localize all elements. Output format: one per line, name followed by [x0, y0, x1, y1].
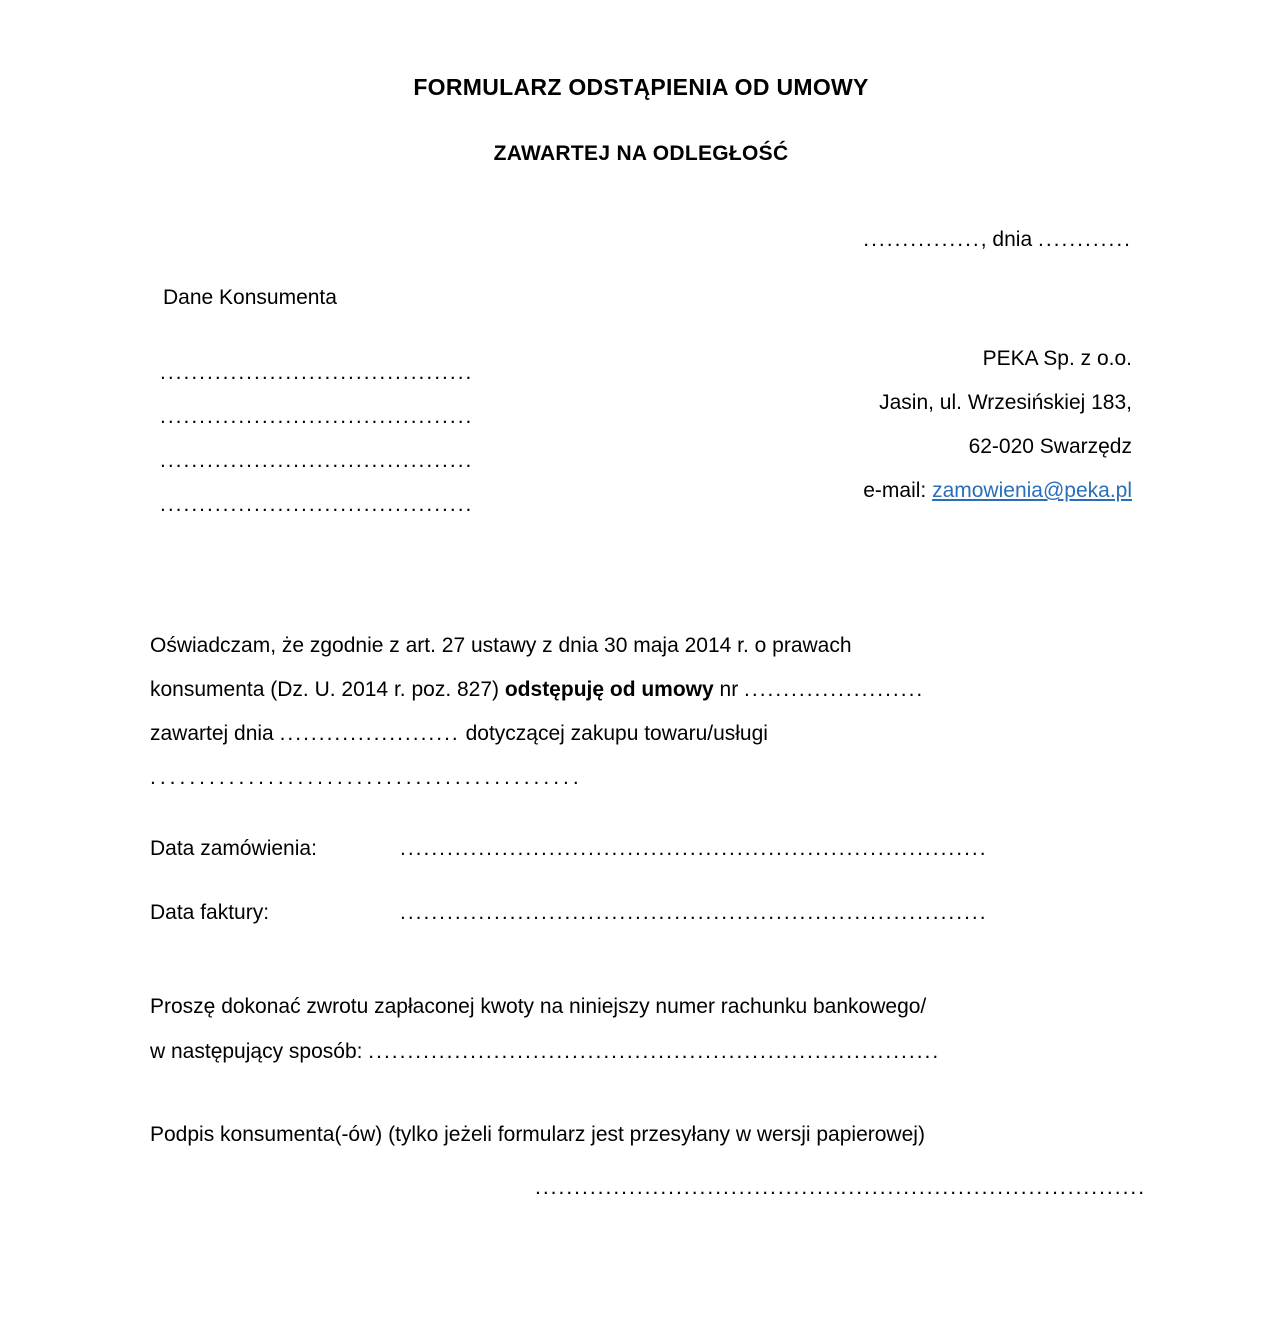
- company-city: 62-020 Swarzędz: [968, 435, 1132, 458]
- consumer-data-heading: Dane Konsumenta: [163, 286, 337, 309]
- withdrawal-form-page: [0, 74, 1280, 1331]
- place-blank: ...............: [863, 228, 981, 251]
- product-description-blank: ............................................: [150, 766, 583, 789]
- order-date-row: [150, 837, 1132, 861]
- consumer-blank-line: ........................................: [160, 449, 474, 472]
- statement-line2-pre: konsumenta (Dz. U. 2014 r. poz. 827): [150, 678, 505, 701]
- consumer-blank-line: ........................................: [160, 361, 474, 384]
- signature-instruction: Podpis konsumenta(-ów) (tylko jeżeli formularz jest przesyłany w wersji papierowej): [150, 1123, 925, 1146]
- refund-method-label: w następujący sposób:: [150, 1040, 369, 1063]
- email-label: e-mail:: [863, 479, 933, 502]
- invoice-date-label: Data faktury:: [150, 901, 270, 924]
- company-street: Jasin, ul. Wrzesińskiej 183,: [879, 391, 1132, 414]
- order-date-label: Data zamówienia:: [150, 837, 317, 860]
- company-address-block: [863, 337, 1132, 513]
- invoice-date-blank: ...........................................................................: [400, 901, 988, 924]
- consumer-blank-lines: [160, 337, 473, 527]
- form-title-line2: ZAWARTEJ NA ODLEGŁOŚĆ: [493, 142, 789, 165]
- date-blank: ............: [1037, 228, 1132, 251]
- statement-line-1: Oświadczam, że zgodnie z art. 27 ustawy z dnia 30 maja 2014 r. o prawach: [150, 634, 852, 657]
- statement-line3-pre: zawartej dnia: [150, 722, 280, 745]
- statement-line-2: [150, 668, 1132, 712]
- form-title-line1: FORMULARZ ODSTĄPIENIA OD UMOWY: [413, 74, 869, 100]
- statement-line-3: [150, 712, 1132, 756]
- withdrawal-statement: [150, 624, 1132, 800]
- consumer-blank-line: ........................................: [160, 493, 474, 516]
- statement-line3-post: dotyczącej zakupu towaru/usługi: [459, 722, 768, 745]
- refund-line-1: Proszę dokonać zwrotu zapłaconej kwoty na niniejszy numer rachunku bankowego/: [150, 995, 927, 1018]
- contract-number-blank: .......................: [744, 678, 925, 701]
- refund-line-2: [150, 1029, 1132, 1074]
- refund-instruction: [150, 984, 1132, 1074]
- invoice-date-row: [150, 901, 1132, 925]
- consumer-and-company-columns: [150, 337, 1132, 527]
- company-email-line: [863, 469, 1132, 513]
- order-date-blank: ...........................................................................: [400, 837, 988, 860]
- email-link[interactable]: zamowienia@peka.pl: [932, 479, 1132, 502]
- consumer-blank-line: ........................................: [160, 405, 474, 428]
- statement-nr-label: nr: [713, 678, 745, 701]
- statement-bold-phrase: odstępuję od umowy: [504, 678, 714, 701]
- statement-line-4: [150, 756, 1132, 800]
- refund-method-blank: .........................................................................: [368, 1040, 941, 1063]
- company-name: PEKA Sp. z o.o.: [982, 347, 1132, 370]
- signature-blank: ..............................................................................: [535, 1176, 1147, 1199]
- place-and-date-line: [150, 228, 1132, 252]
- contract-date-blank: .......................: [279, 722, 460, 745]
- date-word: , dnia: [980, 228, 1038, 251]
